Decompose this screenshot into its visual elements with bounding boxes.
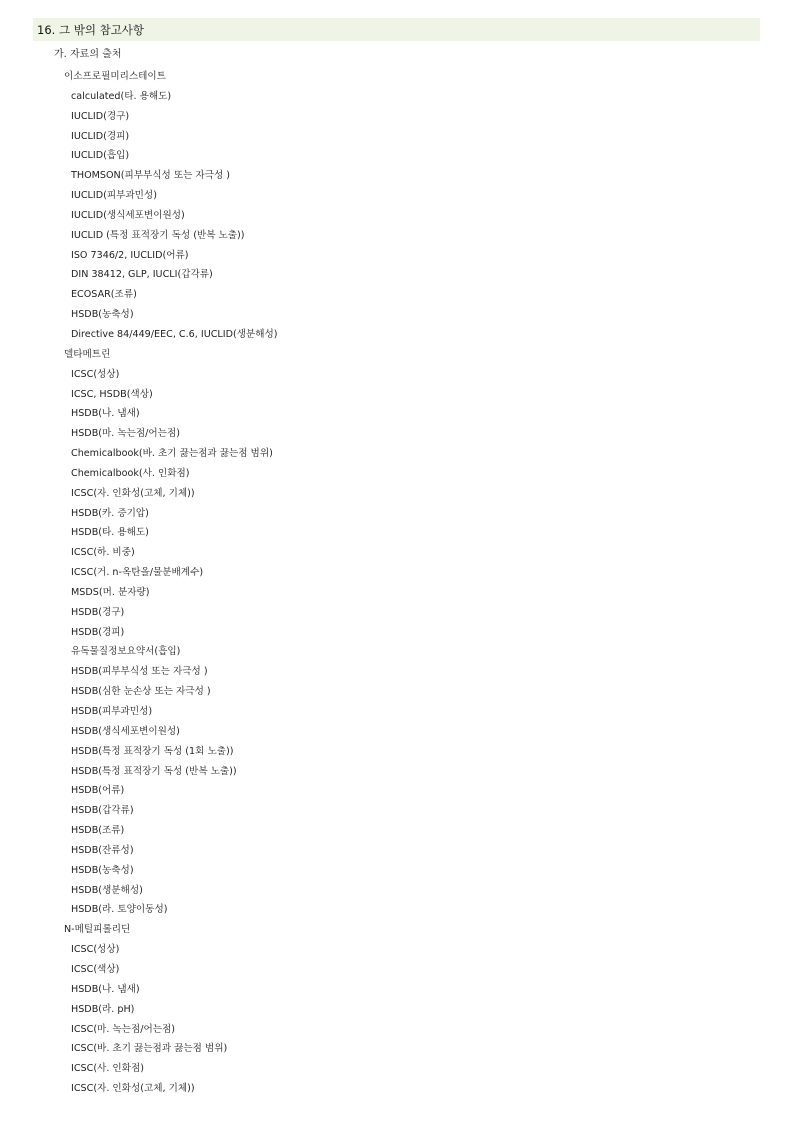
source-item: HSDB(나. 냄새)	[71, 408, 140, 420]
section-title: 16. 그 밖의 참고사항	[37, 22, 145, 37]
source-item: IUCLID(생식세포변이원성)	[71, 209, 185, 221]
source-item: HSDB(마. 녹는점/어는점)	[71, 428, 180, 440]
source-item: MSDS(머. 분자량)	[71, 586, 150, 598]
source-item: HSDB(라. 토양이동성)	[71, 904, 168, 916]
source-item: HSDB(라. pH)	[71, 1003, 135, 1015]
source-item: HSDB(농축성)	[71, 864, 134, 876]
source-item: HSDB(특정 표적장기 독성 (반복 노출))	[71, 765, 237, 777]
source-item: HSDB(생식세포변이원성)	[71, 725, 180, 737]
chemical-name: N-메틸피롤리딘	[64, 924, 131, 936]
source-item: HSDB(조류)	[71, 825, 125, 837]
source-item: HSDB(어류)	[71, 785, 125, 797]
source-item: calculated(타. 용해도)	[71, 90, 172, 102]
source-item: HSDB(피부부식성 또는 자극성 )	[71, 666, 208, 678]
source-item: IUCLID(흡입)	[71, 150, 130, 162]
source-item: HSDB(잔류성)	[71, 844, 134, 856]
source-item: ICSC(색상)	[71, 963, 120, 975]
section-header	[33, 18, 760, 41]
source-item: ICSC(성상)	[71, 944, 120, 956]
source-item: HSDB(경구)	[71, 606, 125, 618]
source-item: Chemicalbook(바. 초기 끓는점과 끓는점 범위)	[71, 448, 273, 460]
source-item: IUCLID (특정 표적장기 독성 (반복 노출))	[71, 229, 245, 241]
source-item: Directive 84/449/EEC, C.6, IUCLID(생분해성)	[71, 328, 278, 340]
source-item: ICSC(사. 인화점)	[71, 1063, 144, 1075]
source-item: HSDB(나. 냄새)	[71, 983, 140, 995]
source-item: HSDB(피부과민성)	[71, 706, 153, 717]
source-item: HSDB(특정 표적장기 독성 (1회 노출))	[71, 745, 234, 757]
source-item: ICSC(자. 인화성(고체, 기체))	[71, 1083, 195, 1095]
source-item: IUCLID(경구)	[71, 110, 130, 122]
source-item: ICSC(성상)	[71, 368, 120, 380]
source-item: HSDB(농축성)	[71, 309, 134, 321]
chemical-name: 이소프로필미리스테이트	[64, 71, 166, 82]
source-item: HSDB(갑각류)	[71, 805, 134, 817]
source-item: IUCLID(피부과민성)	[71, 190, 157, 202]
chemical-name: 델타메트린	[64, 348, 111, 360]
source-item: HSDB(심한 눈손상 또는 자극성 )	[71, 686, 211, 698]
source-item: ICSC(하. 비중)	[71, 547, 135, 559]
source-item: HSDB(카. 증기압)	[71, 507, 149, 519]
source-item: ISO 7346/2, IUCLID(어류)	[71, 249, 189, 261]
source-item: ICSC(거. n-옥탄올/물분배계수)	[71, 567, 204, 579]
source-item: HSDB(경피)	[71, 626, 125, 638]
source-item: ICSC(마. 녹는점/어는점)	[71, 1023, 176, 1035]
source-item: THOMSON(피부부식성 또는 자극성 )	[71, 170, 231, 182]
source-item: 유독물질정보요약서(흡입)	[71, 646, 181, 658]
source-item: Chemicalbook(사. 인화점)	[71, 467, 190, 479]
source-item: ICSC, HSDB(색상)	[71, 388, 153, 400]
source-item: DIN 38412, GLP, IUCLI(갑각류)	[71, 269, 213, 281]
source-item: HSDB(타. 용해도)	[71, 527, 149, 539]
source-list	[0, 69, 794, 1101]
source-item: ICSC(바. 초기 끓는점과 끓는점 범위)	[71, 1043, 228, 1055]
subsection-title: 가. 자료의 출처	[54, 49, 122, 60]
source-item: HSDB(생분해성)	[71, 884, 143, 896]
source-item: IUCLID(경피)	[71, 130, 130, 142]
source-item: ICSC(자. 인화성(고체, 기체))	[71, 487, 195, 499]
source-item: ECOSAR(조류)	[71, 289, 137, 301]
